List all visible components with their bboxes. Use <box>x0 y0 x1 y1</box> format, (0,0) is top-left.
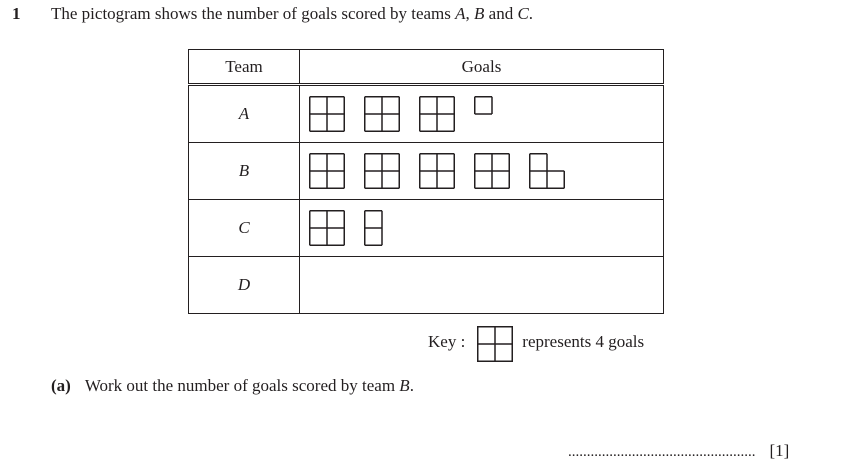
table-row <box>189 257 664 314</box>
goal-symbol-icon <box>474 96 493 115</box>
table-row <box>189 143 664 200</box>
team-label: A <box>189 85 300 143</box>
goal-symbol-icon <box>364 96 400 132</box>
team-label: C <box>189 200 300 257</box>
goals-cell <box>300 85 664 143</box>
goal-symbol-icon <box>364 153 400 189</box>
part-a-question: (a) Work out the number of goals scored by team B. <box>51 376 414 395</box>
table-row <box>189 200 664 257</box>
symbol-row <box>300 153 663 189</box>
answer-dots[interactable]: .................................................. <box>568 444 756 460</box>
pictogram-table <box>188 49 664 314</box>
team-label: B <box>189 143 300 200</box>
symbol-row <box>300 210 663 246</box>
goals-column-header: Goals <box>300 50 664 85</box>
question-number: 1 <box>12 4 21 23</box>
goal-symbol-icon <box>309 210 345 246</box>
pictogram-key <box>428 326 644 362</box>
key-text: represents 4 goals <box>522 332 645 351</box>
pictogram-header-row <box>189 50 664 85</box>
answer-line <box>568 441 789 461</box>
symbol-row <box>300 267 663 303</box>
goal-symbol-icon <box>419 153 455 189</box>
key-label: Key : <box>428 332 466 351</box>
goal-symbol-icon <box>309 96 345 132</box>
goal-symbol-icon <box>364 210 383 246</box>
goals-cell <box>300 200 664 257</box>
team-column-header: Team <box>189 50 300 85</box>
goals-cell <box>300 143 664 200</box>
goal-symbol-icon <box>474 153 510 189</box>
goals-cell <box>300 257 664 314</box>
key-symbol-icon <box>477 326 513 362</box>
table-row <box>189 85 664 143</box>
marks-label: [1] <box>769 441 790 460</box>
goal-symbol-icon <box>419 96 455 132</box>
goal-symbol-icon <box>309 153 345 189</box>
goal-symbol-icon <box>529 153 565 189</box>
team-label: D <box>189 257 300 314</box>
question-intro: The pictogram shows the number of goals scored by teams A, B and C. <box>51 4 534 23</box>
symbol-row <box>300 96 663 132</box>
